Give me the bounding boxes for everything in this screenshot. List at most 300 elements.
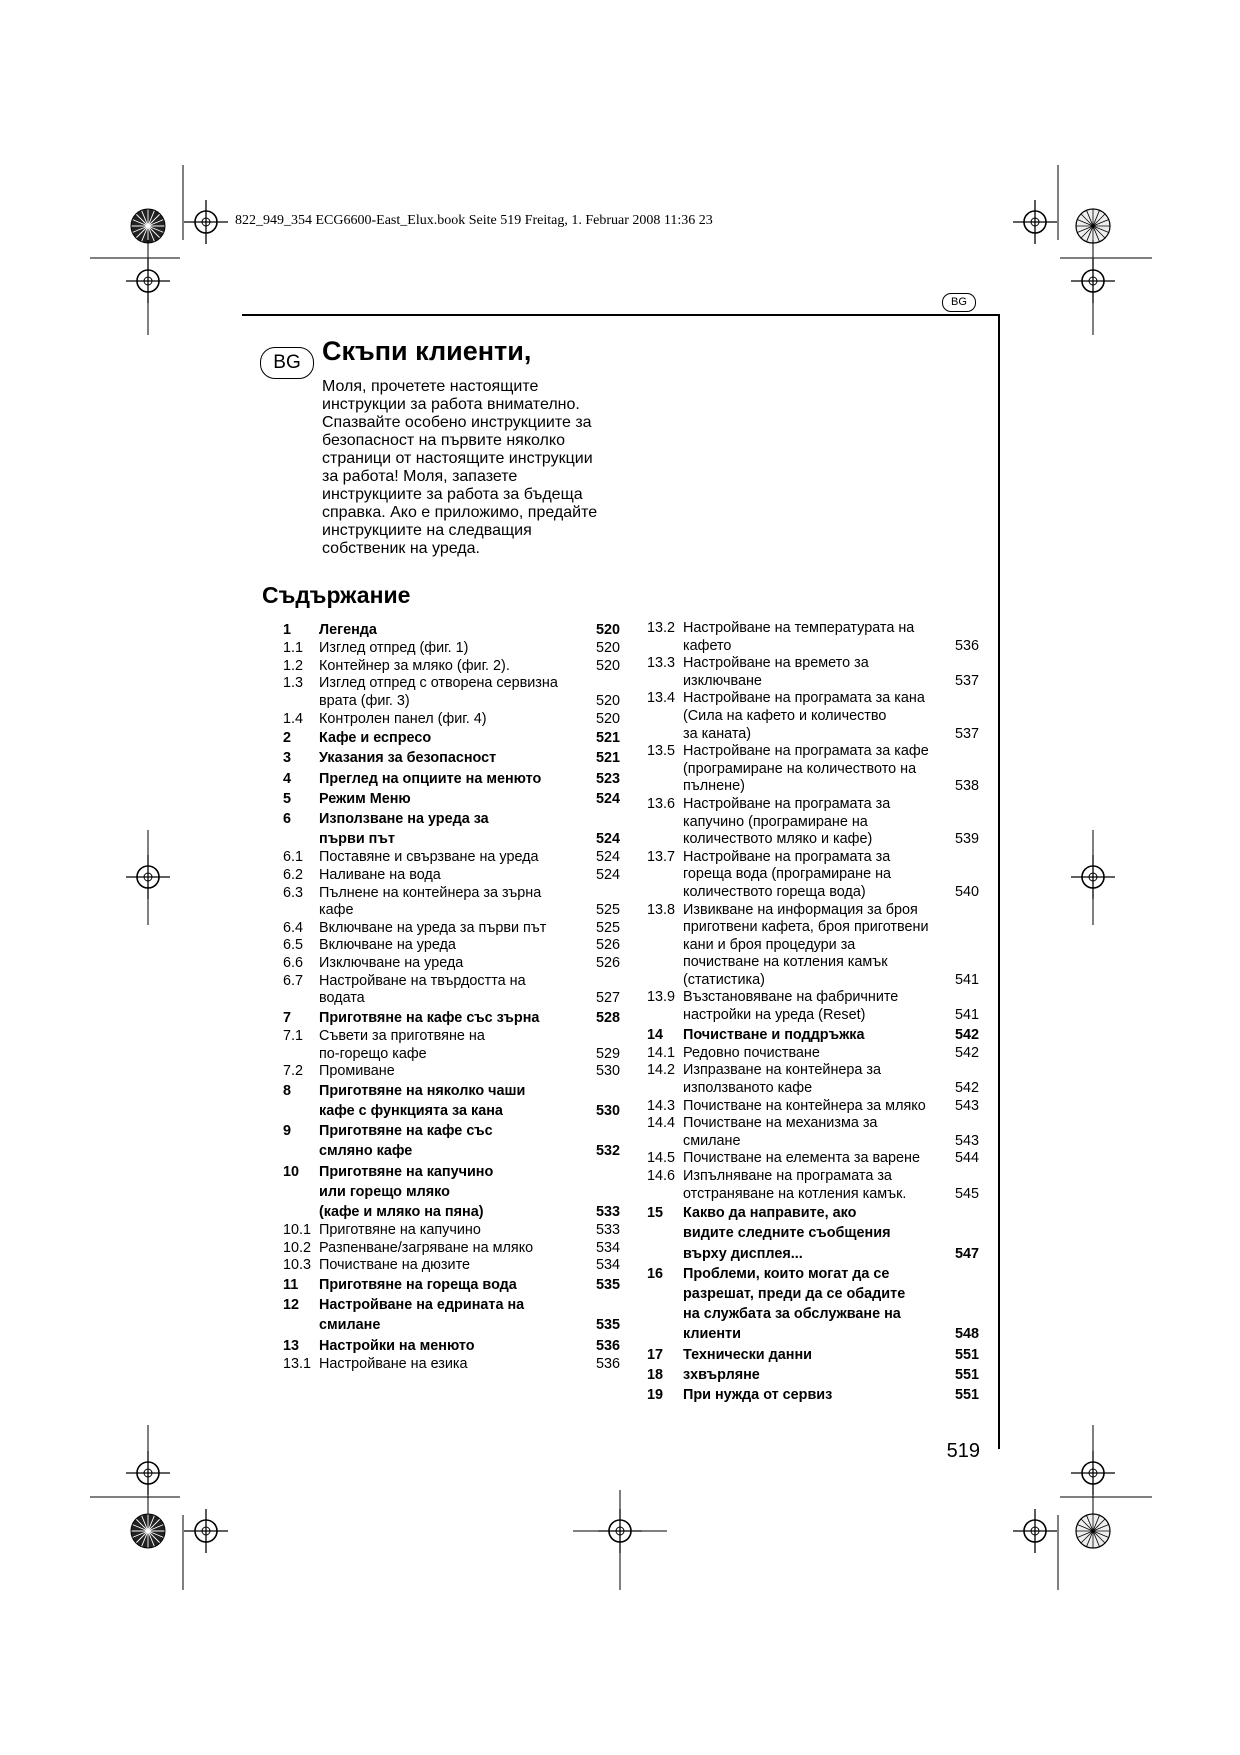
toc-entry-page: 528 [595,1009,620,1026]
toc-entry[interactable] [647,1385,979,1405]
toc-entry-page: 543 [954,1097,979,1114]
toc-entry-title-line: Редовно почистване [683,1044,820,1061]
toc-entry-title-line: разрешат, преди да се обадите [683,1286,906,1303]
toc-entry[interactable] [283,1028,620,1063]
toc-entry-title [683,1150,939,1168]
language-badge-small: BG [942,293,976,312]
toc-entry-page: 527 [595,990,620,1007]
toc-entry-title-line: Настройване на програмата за [683,848,891,865]
toc-entry-title-line: (Сила на кафето и количество [683,707,887,724]
toc-entry[interactable] [283,1008,620,1028]
toc-entry-title-line: Почистване на елемента за варене [683,1150,920,1167]
toc-entry-title [683,1025,939,1045]
toc-entry-page: 540 [954,883,979,900]
toc-entry[interactable] [647,1203,979,1264]
toc-entry-page: 520 [595,710,620,727]
toc-entry-page: 532 [595,1143,620,1160]
toc-entry-title [683,1264,939,1345]
toc-entry-title [319,885,580,920]
toc-entry-title [319,920,580,938]
toc-entry[interactable] [283,748,620,768]
toc-entry-title [319,867,580,885]
toc-entry-title-line: кани и броя процедури за [683,936,856,953]
toc-entry-title [683,989,939,1024]
toc-entry-title-line: (кафе и мляко на пяна) [319,1203,484,1220]
toc-entry-title [683,1203,939,1264]
toc-entry-number: 6.5 [283,937,304,954]
toc-entry[interactable] [647,1115,979,1150]
toc-entry-number: 14.3 [647,1097,676,1114]
toc-entry-title [319,620,580,640]
toc-entry-title-line: върху дисплея... [683,1245,803,1262]
toc-entry-title-line: Почистване на дюзите [319,1257,470,1274]
toc-entry[interactable] [283,955,620,973]
toc-entry[interactable] [283,658,620,676]
toc-entry-page: 526 [595,937,620,954]
toc-entry-page: 542 [954,1026,979,1043]
toc-entry-title [319,1162,580,1223]
toc-entry-title [683,1098,939,1116]
intro-line: Моля, прочетете настоящите [322,378,539,395]
toc-entry-title-line: водата [319,990,365,1007]
toc-entry[interactable] [647,1168,979,1203]
toc-entry[interactable] [647,743,979,796]
toc-entry-page: 548 [954,1326,979,1343]
toc-entry-title-line: Пълнене на контейнера за зърна [319,884,542,901]
intro-paragraph [322,378,622,558]
toc-entry-title-line: смилане [683,1132,741,1149]
toc-entry-title [319,809,580,849]
toc-entry-number: 18 [647,1366,664,1383]
toc-entry-page: 535 [595,1276,620,1293]
toc-entry[interactable] [283,640,620,658]
toc-entry-page: 520 [595,640,620,657]
toc-entry-page: 543 [954,1132,979,1149]
toc-entry-number: 9 [283,1123,292,1140]
toc-entry-number: 13.8 [647,901,676,918]
toc-entry[interactable] [647,1264,979,1345]
intro-line: инструкциите на следващия [322,522,532,539]
toc-entry-number: 14.5 [647,1150,676,1167]
toc-entry-title-line: използваното кафе [683,1080,813,1097]
toc-entry[interactable] [283,809,620,849]
toc-entry-number: 14.6 [647,1168,676,1185]
toc-entry-page: 533 [595,1222,620,1239]
toc-entry-page: 536 [595,1355,620,1372]
toc-entry-title-line: Изглед отпред (фиг. 1) [319,640,469,657]
toc-entry-title-line: Легенда [319,622,377,638]
toc-entry-title [683,1345,939,1365]
toc-entry-number: 15 [647,1205,664,1222]
toc-entry-title [319,1257,580,1275]
toc-entry[interactable] [283,973,620,1008]
toc-entry-title-line: Настройване на програмата за кафе [683,743,929,760]
toc-entry-title-line: (статистика) [683,971,765,988]
toc-entry-number: 2 [283,730,292,747]
intro-line: Спазвайте особено инструкциите за [322,414,592,431]
toc-entry-number: 14 [647,1026,664,1043]
toc-entry-number: 14.1 [647,1044,676,1061]
toc-entry-title-line: Преглед на опциите на менюто [319,770,542,787]
toc-entry-title-line: Приготвяне на капучино [319,1222,481,1239]
toc-entry-title-line: Поставяне и свързване на уреда [319,849,539,866]
toc-entry-page: 544 [954,1150,979,1167]
toc-entry[interactable] [283,675,620,710]
toc-entry-number: 13.5 [647,743,676,760]
top-rule [242,314,999,316]
toc-entry-title-line: Приготвяне на кафе със зърна [319,1009,540,1026]
toc-entry-title-line: кафе с функцията за кана [319,1102,503,1119]
toc-entry-title-line: Почистване на механизма за [683,1115,878,1132]
toc-entry-number: 12 [283,1297,300,1314]
toc-entry-number: 6.3 [283,884,304,901]
toc-entry[interactable] [283,849,620,867]
toc-entry-title-line: Съвети за приготвяне на [319,1027,485,1044]
toc-entry[interactable] [647,690,979,743]
toc-entry-page: 520 [595,692,620,709]
toc-entry[interactable] [283,1257,620,1275]
toc-entry-title [319,769,580,789]
toc-entry-number: 10.1 [283,1222,312,1239]
toc-entry-title [683,743,939,796]
toc-entry-title-line: първи път [319,831,395,848]
toc-entry[interactable] [283,1275,620,1295]
toc-entry-number: 1.3 [283,675,304,692]
toc-entry-title [319,1222,580,1240]
toc-entry-page: 542 [954,1044,979,1061]
toc-entry-title-line: Включване на уреда за първи път [319,919,547,936]
toc-entry-number: 3 [283,750,292,767]
toc-entry-number: 6.7 [283,972,304,989]
right-rule [998,314,1000,1449]
toc-entry[interactable] [283,1240,620,1258]
toc-entry-title-line: Почистване на контейнера за мляко [683,1097,926,1114]
toc-entry[interactable] [283,1063,620,1081]
toc-entry-number: 1.1 [283,640,304,657]
toc-entry-number: 8 [283,1082,292,1099]
toc-entry-title-line: Технически данни [683,1346,813,1363]
toc-entry-number: 10 [283,1163,300,1180]
toc-entry-number: 16 [647,1265,664,1282]
toc-entry-page: 526 [595,954,620,971]
toc-entry-title-line: Изпълняване на програмата за [683,1168,892,1185]
toc-entry-title-line: Възстановяване на фабричните [683,989,899,1006]
toc-entry-title-line: клиенти [683,1326,741,1343]
toc-entry[interactable] [283,1295,620,1335]
toc-entry-number: 7.2 [283,1063,304,1080]
toc-entry[interactable] [283,1121,620,1161]
toc-entry-page: 530 [595,1063,620,1080]
toc-entry-title-line: Наливане на вода [319,866,441,883]
intro-line: инструкции за работа внимателно. [322,396,580,413]
toc-entry-page: 541 [954,1007,979,1024]
toc-entry-title-line: врата (фиг. 3) [319,692,410,709]
page-title: Скъпи клиенти, [322,336,532,366]
toc-entry-title [319,937,580,955]
toc-entry-page: 538 [954,778,979,795]
toc-entry-title-line: Почистване и поддръжка [683,1026,865,1043]
toc-entry-title [319,1240,580,1258]
toc-entry[interactable] [647,1365,979,1385]
toc-entry-title [683,1062,939,1097]
toc-entry[interactable] [647,655,979,690]
toc-entry-page: 523 [595,770,620,787]
toc-title: Съдържание [262,582,411,608]
toc-entry-title-line: приготвени кафета, броя приготвени [683,919,929,936]
toc-entry-number: 13.1 [283,1355,312,1372]
toc-entry[interactable] [647,1025,979,1045]
toc-entry-title [319,849,580,867]
language-badge: BG [260,347,314,379]
toc-entry-title-line: на службата за обслужване на [683,1306,901,1323]
toc-entry-title [683,902,939,990]
toc-entry-title-line: Приготвяне на гореща вода [319,1276,517,1293]
toc-entry-title-line: Настройване на едрината на [319,1297,525,1314]
toc-entry[interactable] [283,1222,620,1240]
toc-entry-number: 13.4 [647,690,676,707]
toc-entry-page: 525 [595,902,620,919]
toc-entry-title [319,658,580,676]
toc-entry[interactable] [283,1081,620,1121]
toc-entry[interactable] [283,920,620,938]
toc-entry-title-line: Настройване на твърдостта на [319,972,526,989]
toc-entry-title-line: количеството гореща вода) [683,883,866,900]
toc-entry-number: 13.9 [647,989,676,1006]
toc-entry-title-line: смляно кафе [319,1143,413,1160]
toc-entry-title-line: Изглед отпред с отворена сервизна [319,675,558,692]
toc-entry-title-line: Използване на уреда за [319,810,489,827]
toc-entry-page: 525 [595,919,620,936]
toc-entry[interactable] [283,1336,620,1356]
toc-entry-title [683,620,939,655]
toc-entry-number: 10.3 [283,1257,312,1274]
toc-entry-title-line: почистване на котления камък [683,954,888,971]
toc-entry-page: 534 [595,1257,620,1274]
toc-entry-page: 537 [954,672,979,689]
toc-entry-page: 545 [954,1185,979,1202]
toc-entry-number: 13.2 [647,620,676,636]
toc-entry[interactable] [647,1062,979,1097]
toc-entry-title [319,748,580,768]
toc-entry-title [683,796,939,849]
toc-entry-title-line: или горещо мляко [319,1183,450,1200]
toc-entry[interactable] [283,728,620,748]
toc-entry[interactable] [647,620,979,655]
toc-entry-title [683,1385,939,1405]
toc-right-column [647,620,979,1405]
toc-entry-number: 13.6 [647,795,676,812]
toc-entry-number: 1 [283,622,292,638]
toc-entry-title-line: Контейнер за мляко (фиг. 2). [319,657,510,674]
toc-entry-number: 19 [647,1387,664,1404]
toc-entry-title [319,955,580,973]
toc-entry-title [319,640,580,658]
toc-entry-number: 13.7 [647,848,676,865]
intro-line: справка. Ако е приложимо, предайте [322,504,598,521]
toc-entry-number: 7.1 [283,1027,304,1044]
toc-entry-number: 1.4 [283,710,304,727]
toc-entry-title [683,655,939,690]
toc-entry-page: 551 [954,1366,979,1383]
toc-entry-title [319,1275,580,1295]
toc-entry-title-line: капучино (програмиране на [683,813,868,830]
toc-entry-page: 530 [595,1102,620,1119]
toc-entry-number: 10.2 [283,1239,312,1256]
toc-entry[interactable] [283,789,620,809]
toc-entry-title-line: Включване на уреда [319,937,456,954]
toc-entry-title-line: При нужда от сервиз [683,1387,833,1404]
intro-line: страници от настоящите инструкции [322,450,593,467]
toc-entry-title [319,789,580,809]
toc-entry-title-line: по-горещо кафе [319,1045,427,1062]
toc-entry-number: 5 [283,790,292,807]
toc-entry-page: 551 [954,1346,979,1363]
toc-entry-number: 14.4 [647,1115,676,1132]
toc-entry-page: 541 [954,971,979,988]
toc-entry-title-line: Настройки на менюто [319,1337,475,1354]
toc-entry-number: 6.4 [283,919,304,936]
toc-entry[interactable] [647,1345,979,1365]
toc-entry-page: 547 [954,1245,979,1262]
toc-entry-title-line: настройки на уреда (Reset) [683,1007,866,1024]
toc-entry-title-line: Настройване на температурата на [683,620,915,636]
toc-entry-number: 1.2 [283,657,304,674]
toc-entry-page: 536 [595,1337,620,1354]
toc-entry-title-line: кафето [683,637,732,654]
toc-entry[interactable] [283,1162,620,1223]
toc-entry-title [683,1168,939,1203]
toc-entry-title-line: Изпразване на контейнера за [683,1062,881,1079]
toc-entry-title-line: пълнене) [683,778,745,795]
toc-entry[interactable] [647,989,979,1024]
intro-line: инструкциите за работа за бъдеща [322,486,583,503]
page-number: 519 [946,1440,980,1462]
toc-entry[interactable] [283,867,620,885]
toc-entry-page: 535 [595,1317,620,1334]
toc-entry-title [319,1063,580,1081]
toc-entry-page: 524 [595,849,620,866]
toc-entry-page: 536 [954,637,979,654]
toc-entry[interactable] [283,711,620,729]
toc-entry-title-line: изключване [683,672,762,689]
toc-entry[interactable] [283,620,620,640]
toc-entry[interactable] [647,849,979,902]
print-header-line: 822_949_354 ECG6600-East_Elux.book Seite 519 Freitag, 1. Februar 2008 11:36 23 [235,213,713,228]
toc-entry-title [319,1008,580,1028]
toc-entry-page: 521 [595,750,620,767]
toc-entry-title [319,1028,580,1063]
toc-entry-page: 524 [595,866,620,883]
toc-entry-title-line: Разпенване/загряване на мляко [319,1239,534,1256]
toc-entry-number: 14.2 [647,1062,676,1079]
toc-entry-page: 520 [595,622,620,638]
toc-entry-number: 6.6 [283,954,304,971]
toc-entry-number: 6.1 [283,849,304,866]
toc-entry-number: 7 [283,1009,292,1026]
toc-entry-title [683,1365,939,1385]
toc-entry-title [683,690,939,743]
toc-entry-title-line: Какво да направите, ако [683,1205,857,1222]
toc-entry[interactable] [283,1356,620,1374]
toc-entry-title-line: Промиване [319,1063,395,1080]
toc-entry-title-line: Указания за безопасност [319,750,497,767]
toc-entry-page: 524 [595,790,620,807]
toc-entry-page: 521 [595,730,620,747]
toc-entry-title-line: Настройване на програмата за кана [683,690,925,707]
toc-entry[interactable] [647,1098,979,1116]
toc-entry-title-line: зхвърляне [683,1366,760,1383]
toc-entry-title [319,1295,580,1335]
toc-entry-title-line: смилане [319,1317,381,1334]
toc-entry-title-line: количеството мляко и кафе) [683,831,873,848]
toc-entry[interactable] [647,902,979,990]
toc-entry-title-line: Кафе и еспресо [319,730,432,747]
toc-entry-title [319,1336,580,1356]
toc-entry-page: 534 [595,1239,620,1256]
toc-entry-page: 537 [954,725,979,742]
toc-entry-title [683,849,939,902]
toc-entry-title-line: Режим Меню [319,790,411,807]
toc-entry-title-line: отстраняване на котления камък. [683,1185,907,1202]
toc-entry-number: 13.3 [647,655,676,672]
toc-entry-number: 6.2 [283,866,304,883]
toc-entry-title-line: Изключване на уреда [319,954,464,971]
toc-entry-title-line: Приготвяне на кафе със [319,1123,493,1140]
toc-entry-title-line: Извикване на информация за броя [683,901,918,918]
intro-line: безопасност на първите няколко [322,432,565,449]
toc-entry[interactable] [647,1150,979,1168]
toc-entry-number: 17 [647,1346,664,1363]
toc-entry-page: 542 [954,1080,979,1097]
intro-line: за работа! Моля, запазете [322,468,518,485]
toc-entry[interactable] [283,885,620,920]
toc-entry[interactable] [647,1045,979,1063]
toc-entry-number: 13 [283,1337,300,1354]
toc-entry-title [319,1356,580,1374]
toc-entry-title-line: видите следните съобщения [683,1225,891,1242]
toc-entry-number: 6 [283,810,292,827]
toc-entry-page: 529 [595,1045,620,1062]
intro-line: собственик на уреда. [322,540,480,557]
toc-entry-page: 539 [954,831,979,848]
toc-entry-title [683,1115,939,1150]
toc-entry-title [319,728,580,748]
toc-entry-title [683,1045,939,1063]
toc-entry-title-line: Настройване на времето за [683,655,869,672]
toc-entry[interactable] [283,769,620,789]
toc-entry-title-line: Приготвяне на няколко чаши [319,1082,526,1099]
toc-entry-title [319,973,580,1008]
toc-entry[interactable] [283,937,620,955]
toc-entry-page: 551 [954,1387,979,1404]
toc-entry-title [319,1081,580,1121]
toc-entry-title-line: кафе [319,902,354,919]
toc-entry-title-line: (програмиране на количеството на [683,760,917,777]
toc-entry-number: 4 [283,770,292,787]
toc-entry-page: 520 [595,657,620,674]
toc-entry-page: 524 [595,831,620,848]
toc-entry-title-line: Приготвяне на капучино [319,1163,494,1180]
toc-entry-title-line: гореща вода (програмиране на [683,866,892,883]
toc-entry-title-line: Настройване на програмата за [683,795,891,812]
toc-entry-title-line: Контролен панел (фиг. 4) [319,710,487,727]
toc-entry-title-line: за каната) [683,725,752,742]
toc-left-column [283,620,620,1373]
toc-entry[interactable] [647,796,979,849]
toc-entry-number: 11 [283,1276,299,1293]
toc-entry-title [319,675,580,710]
toc-entry-title-line: Настройване на езика [319,1355,468,1372]
